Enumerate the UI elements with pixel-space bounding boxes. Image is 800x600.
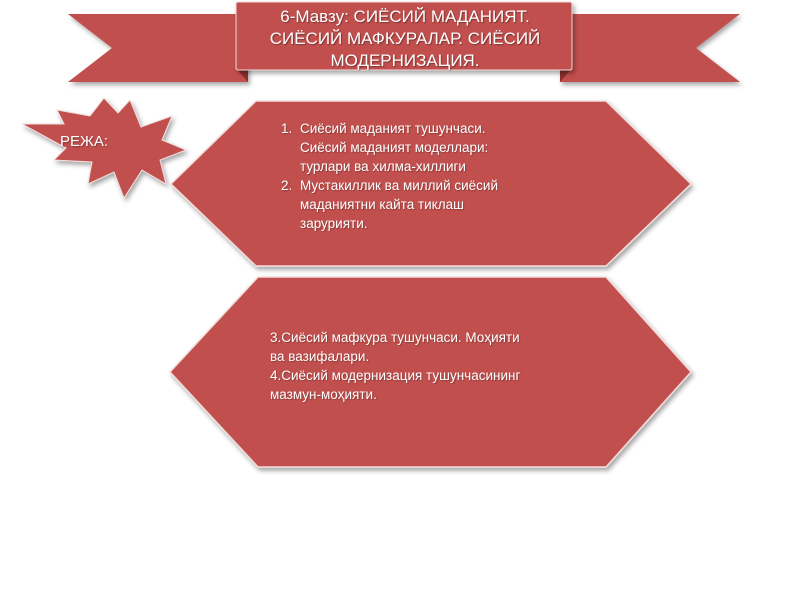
plan-item-line: мазмун-моҳияти. bbox=[270, 387, 377, 402]
title-line: СИЁСИЙ МАФКУРАЛАР. СИЁСИЙ bbox=[269, 29, 541, 48]
plan-item-line: 3.Сиёсий мафкура тушунчаси. Моҳияти bbox=[270, 330, 520, 345]
plan-item bbox=[296, 119, 570, 176]
plan-item-line: Сиёсий маданият моделлари: bbox=[300, 140, 489, 155]
ribbon-right-tail bbox=[560, 14, 740, 82]
plan-item-line: турлари ва хилма-хиллиги bbox=[300, 159, 466, 174]
title-line: 6-Мавзу: СИЁСИЙ МАДАНИЯТ. bbox=[280, 7, 530, 26]
plan-list-2 bbox=[270, 328, 600, 404]
ribbon-left-tail bbox=[68, 14, 248, 82]
plan-list-1 bbox=[270, 119, 570, 233]
plan-item-line: Сиёсий маданият тушунчаси. bbox=[300, 121, 486, 136]
plan-label: РЕЖА: bbox=[60, 133, 109, 150]
title-line: МОДЕРНИЗАЦИЯ. bbox=[330, 51, 480, 70]
plan-item-line: маданиятни кайта тиклаш bbox=[300, 197, 464, 212]
plan-item bbox=[296, 176, 570, 233]
plan-item-line: ва вазифалари. bbox=[270, 349, 370, 364]
slide-title bbox=[240, 4, 570, 74]
plan-item-line: зарурияти. bbox=[300, 216, 368, 231]
plan-item-line: 4.Сиёсий модернизация тушунчасининг bbox=[270, 368, 521, 383]
plan-item-line: Мустакиллик ва миллий сиёсий bbox=[300, 178, 499, 193]
